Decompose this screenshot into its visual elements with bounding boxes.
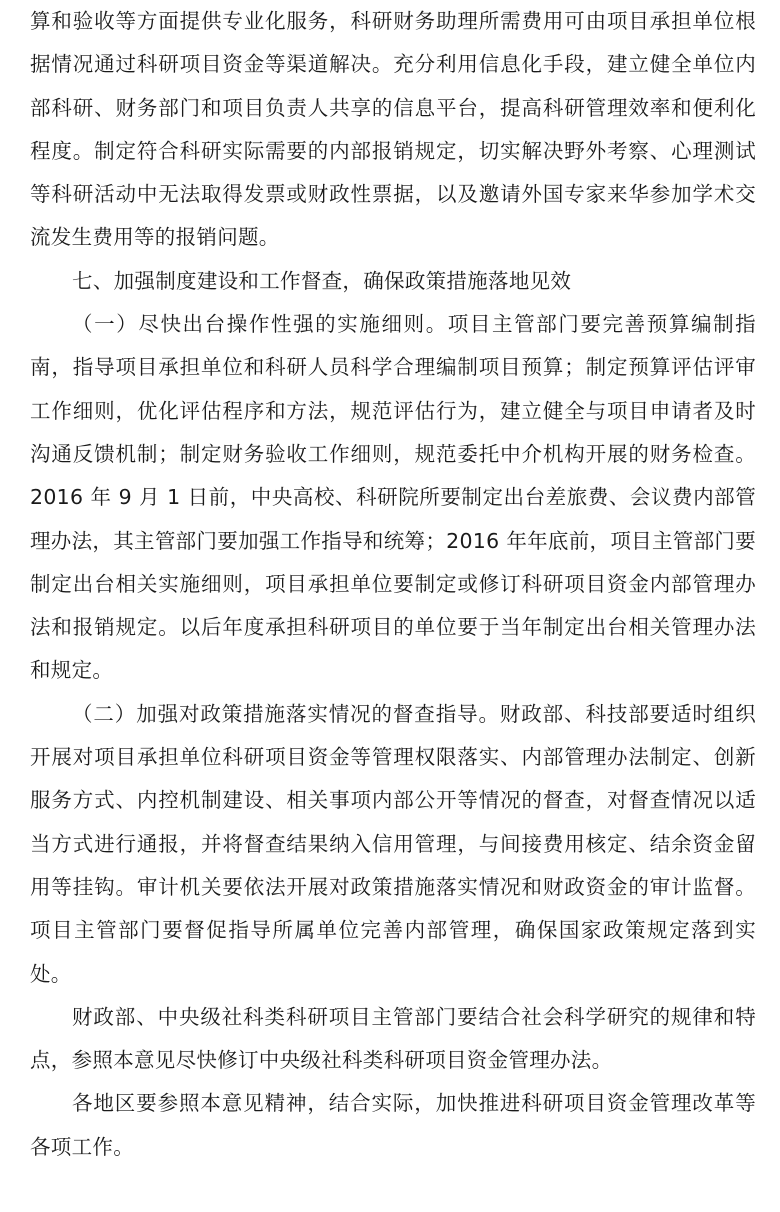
paragraph-supervision: （二）加强对政策措施落实情况的督查指导。财政部、科技部要适时组织开展对项目承担单位科研项目资金等管理权限落实、内部管理办法制定、创新服务方式、内控机制建设、相关事项内部公开等情况的督查，对督查情况以适当方式进行通报，并将督查结果纳入信用管理，与间接费用核定、结余资金留用等挂钩。审计机关要依法开展对政策措施落实情况和财政资金的审计监督。项目主管部门要督促指导所属单位完善内部管理，确保国家政策规定落到实处。 [30, 701, 756, 986]
paragraph-social-science: 财政部、中央级社科类科研项目主管部门要结合社会科学研究的规律和特点，参照本意见尽快修订中央级社科类科研项目资金管理办法。 [30, 1004, 756, 1073]
document-page [30, 0, 756, 1169]
paragraph-continuation: 算和验收等方面提供专业化服务，科研财务助理所需费用可由项目承担单位根据情况通过科研项目资金等渠道解决。充分利用信息化手段，建立健全单位内部科研、财务部门和项目负责人共享的信息平台，提高科研管理效率和便利化程度。制定符合科研实际需要的内部报销规定，切实解决野外考察、心理测试等科研活动中无法取得发票或财政性票据，以及邀请外国专家来华参加学术交流发生费用等的报销问题。 [30, 9, 756, 250]
section-heading: 七、加强制度建设和工作督查，确保政策措施落地见效 [72, 268, 572, 293]
paragraph-implementation-rules: （一）尽快出台操作性强的实施细则。项目主管部门要完善预算编制指南，指导项目承担单位和科研人员科学合理编制项目预算；制定预算评估评审工作细则，优化评估程序和方法，规范评估行为，建立健全与项目申请者及时沟通反馈机制；制定财务验收工作细则，规范委托中介机构开展的财务检查。2016 年 9 月 1 日前，中央高校、科研院所要制定出台差旅费、会议费内部管理办法，其主管部门要加强工作指导和统筹；2016 年年底前，项目主管部门要制定出台相关实施细则，项目承担单位要制定或修订科研项目资金内部管理办法和报销规定。以后年度承担科研项目的单位要于当年制定出台相关管理办法和规定。 [30, 312, 756, 683]
paragraph-regional: 各地区要参照本意见精神，结合实际，加快推进科研项目资金管理改革等各项工作。 [30, 1091, 756, 1159]
